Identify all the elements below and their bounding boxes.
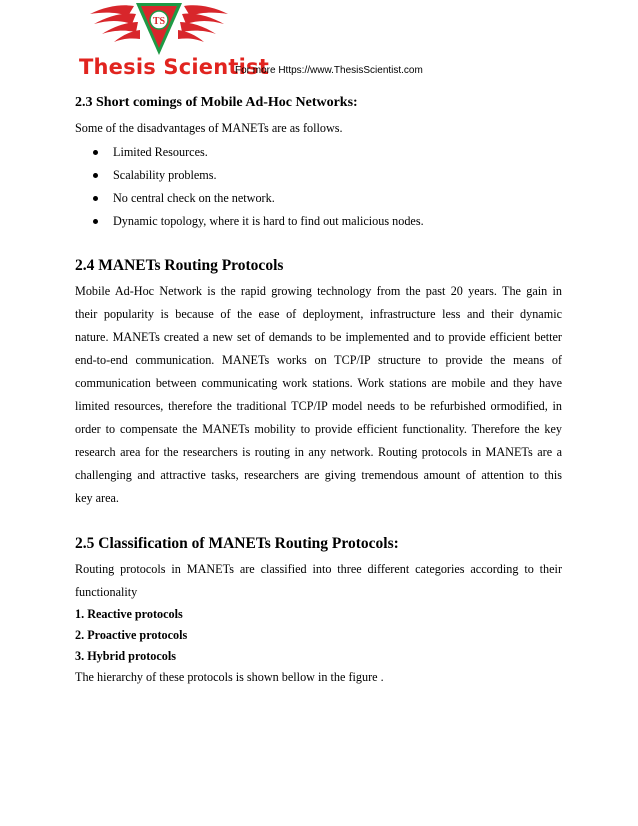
paragraph-line: end-to-end communication. MANETs works on TCP/IP structure to provide the means of — [75, 353, 562, 367]
section-2-5-paragraph — [75, 558, 562, 604]
section-2-5-heading: 2.5 Classification of MANETs Routing Protocols: — [75, 535, 399, 552]
thesis-scientist-logo-icon — [84, 0, 234, 58]
logo-wordmark: Thesis Scientist — [79, 55, 269, 79]
list-item: Scalability problems. — [75, 164, 562, 187]
bullet-icon — [93, 219, 98, 224]
section-2-4-paragraph — [75, 280, 562, 510]
logo-initials: TS — [152, 16, 166, 27]
list-item: Dynamic topology, where it is hard to find out malicious nodes. — [75, 210, 562, 233]
section-2-4-heading: 2.4 MANETs Routing Protocols — [75, 257, 284, 274]
disadvantages-list — [75, 141, 562, 233]
protocol-item-reactive: 1. Reactive protocols — [75, 607, 183, 621]
paragraph-line: key area. — [75, 491, 119, 505]
paragraph-line: challenging and attractive tasks, researchers are giving tremendous amount of attention to this — [75, 468, 562, 482]
bullet-icon — [93, 173, 98, 178]
paragraph-line: their popularity is because of the ease of deployment, infrastructure less and their dynamic — [75, 307, 562, 321]
list-item: No central check on the network. — [75, 187, 562, 210]
bullet-icon — [93, 150, 98, 155]
header-url-text: For more Https://www.ThesisScientist.com — [235, 65, 423, 76]
paragraph-line: nature. MANETs created a new set of demands to be implemented and to provide efficient better — [75, 330, 562, 344]
section-2-3-heading: 2.3 Short comings of Mobile Ad-Hoc Networks: — [75, 95, 358, 110]
paragraph-line: limited resources, therefore the traditional TCP/IP model needs to be refurbished ormodified, in — [75, 399, 562, 413]
section-2-5 — [75, 533, 562, 688]
section-2-3 — [75, 92, 562, 233]
paragraph-line: functionality — [75, 585, 138, 599]
paragraph-line: Routing protocols in MANETs are classified into three different categories according to their — [75, 562, 562, 576]
protocol-item-proactive: 2. Proactive protocols — [75, 628, 188, 642]
list-item: Limited Resources. — [75, 141, 562, 164]
figure-reference-text: The hierarchy of these protocols is shown bellow in the figure . — [75, 670, 384, 684]
paragraph-line: communication between communicating work stations. Work stations are mobile and they have — [75, 376, 562, 390]
paragraph-line: Mobile Ad-Hoc Network is the rapid growing technology from the past 20 years. The gain in — [75, 284, 562, 298]
document-body — [75, 92, 562, 688]
section-2-4 — [75, 255, 562, 510]
paragraph-line: research area for the researchers is routing in any network. Routing protocols in MANETs are a — [75, 445, 562, 459]
section-2-3-intro: Some of the disadvantages of MANETs are as follows. — [75, 121, 343, 135]
bullet-icon — [93, 196, 98, 201]
paragraph-line: order to compensate the MANETs mobility to provide efficient functionality. Therefore the key — [75, 422, 562, 436]
protocol-item-hybrid: 3. Hybrid protocols — [75, 649, 177, 663]
